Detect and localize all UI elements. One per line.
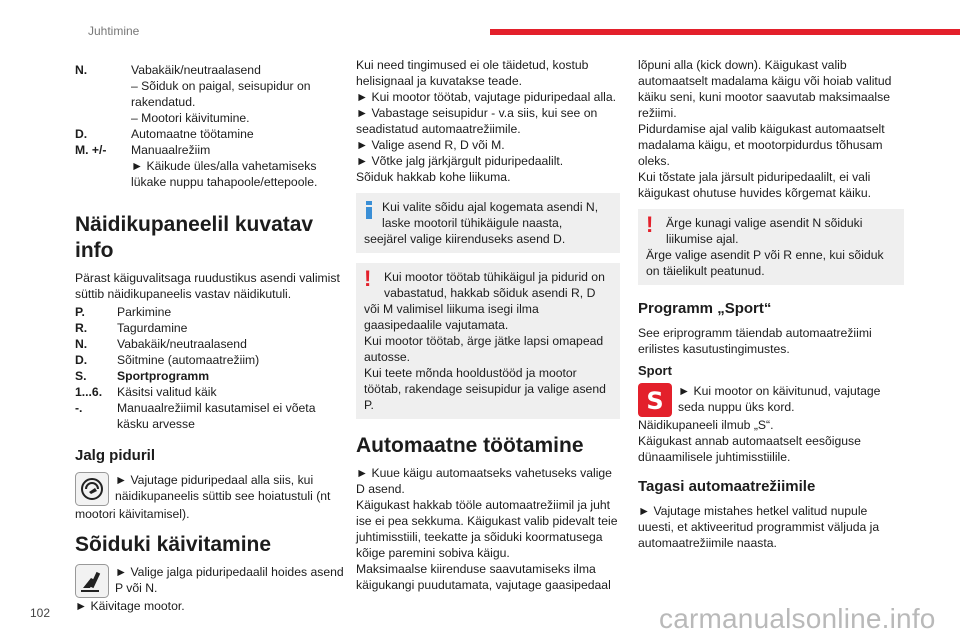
warning-row: [364, 266, 614, 301]
list-item: [75, 352, 345, 368]
section-title-start: Sõiduki käivitamine: [75, 533, 272, 556]
column-3: [638, 57, 904, 551]
brake-text: ► Vajutage piduripedaal alla siis, kui näidikupaneelis süttib see hoiatustuli (nt: [115, 473, 331, 503]
paragraph: Maksimaalse kiirenduse saavutamiseks ilma käigukangi puudutamata, vajutage gaasipedaal: [356, 562, 611, 592]
def-line: – Sõiduk on paigal, seisupidur on rakendatud.: [131, 79, 311, 109]
info-box: [356, 193, 620, 253]
warning-text: Kui teete mõnda hooldustööd ja mootor töötab, rakendage seisupidur ja valige asend P.: [364, 366, 606, 412]
def-line: ► Käikude üles/alla vahetamiseks lükake nuppu tahapoole/ettepoole.: [131, 159, 318, 189]
info-text-cont: seejärel valige kiirenduseks asend D.: [364, 232, 566, 246]
info-row: [364, 199, 614, 231]
paragraph: See eriprogramm täiendab automaatrežiimi erilistes kasutustingimustes.: [638, 326, 872, 356]
def-m: [75, 142, 345, 190]
section-title-brake: Jalg piduril: [75, 447, 156, 464]
paragraph: Sõiduk hakkab kohe liikuma.: [356, 170, 511, 184]
def-key: M. +/-: [75, 143, 107, 157]
section-intro: Pärast käiguvalitsaga ruudustikus asendi valimist süttib näidikupaneelis vastav näidikutuli.: [75, 271, 340, 301]
column-1: [75, 62, 345, 614]
section-title-back-auto: Tagasi automaatrežiimile: [638, 478, 816, 495]
sport-row: [638, 383, 904, 417]
paragraph: ► Võtke jalg järkjärgult piduripedaalilt.: [356, 154, 564, 168]
warning-exclamation-icon: !: [364, 266, 372, 291]
sport-text-2: Näidikupaneeli ilmub „S“.: [638, 418, 774, 432]
def-n: [75, 62, 345, 126]
def-key: 1...6.: [75, 385, 103, 399]
section-title-sport: Programm „Sport“: [638, 300, 772, 317]
def-value: Käsitsi valitud käik: [117, 385, 217, 399]
warning-box: [638, 209, 904, 285]
paragraph: Käigukast hakkab tööle automaatrežiimil ja juht ise ei pea sekkuma. Käigukast valib pidevalt teie juhtimisstiili, teekatte ja sõiduki koormatusega kõige paremini sobiva käigu.: [356, 498, 618, 560]
brake-row: [75, 472, 345, 506]
chapter-header: Juhtimine: [88, 24, 140, 38]
paragraph: Pidurdamise ajal valib käigukast automaatselt madalama käigu, et mootorpidurdus tõhusam oleks.: [638, 122, 885, 168]
warning-text: Kui mootor töötab, ärge jätke lapsi omapead autosse.: [364, 334, 604, 364]
warning-text: Kui mootor töötab tühikäigul ja pidurid on vabastatud, hakkab sõiduk asendi R, D: [384, 270, 605, 300]
def-key: D.: [75, 353, 88, 367]
warning-text: Ärge valige asendit P või R enne, kui sõiduk on täielikult peatunud.: [646, 248, 884, 278]
page-number: 102: [30, 606, 51, 620]
warning-box: [356, 263, 620, 419]
watermark: carmanualsonline.info: [659, 603, 936, 634]
def-line: – Mootori käivitumine.: [131, 111, 250, 125]
column-2: [356, 57, 620, 593]
foot-on-pedal-icon: [75, 564, 109, 598]
sport-button-icon: [638, 383, 672, 417]
section-title-auto: Automaatne töötamine: [356, 434, 584, 457]
warning-exclamation-icon: !: [646, 212, 654, 237]
list-item: [75, 336, 345, 352]
def-value: Sõitmine (automaatrežiim): [117, 353, 260, 367]
paragraph: Kui tõstate jala järsult piduripedaalilt, ei vali käigukast ohutuse huvides kõrgemat käiku.: [638, 170, 872, 200]
info-text: Kui valite sõidu ajal kogemata asendi N, laske mootoril tühikäigule naasta,: [382, 200, 599, 230]
brake-text-cont: mootori käivitamisel).: [75, 507, 190, 521]
subheading-sport: Sport: [638, 363, 672, 378]
paragraph: ► Kui mootor töötab, vajutage piduripedaal alla.: [356, 90, 617, 104]
def-line: Automaatne töötamine: [131, 127, 254, 141]
section-title-display-info: Näidikupaneelil kuvatav info: [75, 213, 314, 262]
paragraph: ► Vajutage mistahes hetkel valitud nupule uuesti, et aktiveeritud programmist väljuda ja automaatrežiimile naasta.: [638, 504, 880, 550]
paragraph: ► Vabastage seisupidur - v.a siis, kui see on seadistatud automaatrežiimile.: [356, 106, 598, 136]
list-item: [75, 400, 345, 432]
indicator-list: [75, 304, 345, 432]
paragraph: ► Kuue käigu automaatseks vahetuseks valige D asend.: [356, 466, 612, 496]
def-key: S.: [75, 369, 87, 383]
list-item: [75, 368, 345, 384]
start-text-2: ► Käivitage mootor.: [75, 599, 185, 613]
def-line: Vabakäik/neutraalasend: [131, 63, 261, 77]
sport-text-3: Käigukast annab automaatselt eesõiguse dünaamilisele juhtimisstiilile.: [638, 434, 861, 464]
paragraph: ► Valige asend R, D või M.: [356, 138, 505, 152]
list-item: [75, 320, 345, 336]
def-key: N.: [75, 337, 88, 351]
header-accent-bar: [490, 29, 960, 35]
def-key: D.: [75, 127, 88, 141]
def-line: Manuaalrežiim: [131, 143, 211, 157]
def-key: R.: [75, 321, 88, 335]
info-icon: [366, 201, 372, 217]
warning-text: Ärge kunagi valige asendit N sõiduki liikumise ajal.: [666, 216, 863, 246]
paragraph: lõpuni alla (kick down). Käigukast valib automaatselt madalama käigu või hoiab valitud käiku seni, kuni mootor saavutab maksimaalse režiimi.: [638, 58, 892, 120]
def-value: Tagurdamine: [117, 321, 188, 335]
def-value: Manuaalrežiimil kasutamisel ei võeta käsku arvesse: [117, 401, 316, 431]
def-key: N.: [75, 63, 88, 77]
def-value: Sportprogramm: [117, 369, 210, 383]
sport-button-letter: S: [646, 387, 664, 415]
warning-row: [646, 212, 898, 247]
start-row: [75, 564, 345, 598]
sport-text: ► Kui mootor on käivitunud, vajutage seda nuppu üks kord.: [678, 384, 881, 414]
def-value: Parkimine: [117, 305, 172, 319]
def-key: -.: [75, 401, 83, 415]
paragraph: Kui need tingimused ei ole täidetud, kostub helisignaal ja kuvatakse teade.: [356, 58, 589, 88]
def-key: P.: [75, 305, 85, 319]
list-item: [75, 384, 345, 400]
brake-foot-warning-icon: [75, 472, 109, 506]
start-text: ► Valige jalga piduripedaalil hoides asend P või N.: [115, 565, 344, 595]
def-value: Vabakäik/neutraalasend: [117, 337, 247, 351]
list-item: [75, 304, 345, 320]
def-d: [75, 126, 345, 142]
warning-text: või M valimisel liikuma isegi ilma gaasipedaalile vajutamata.: [364, 302, 539, 332]
